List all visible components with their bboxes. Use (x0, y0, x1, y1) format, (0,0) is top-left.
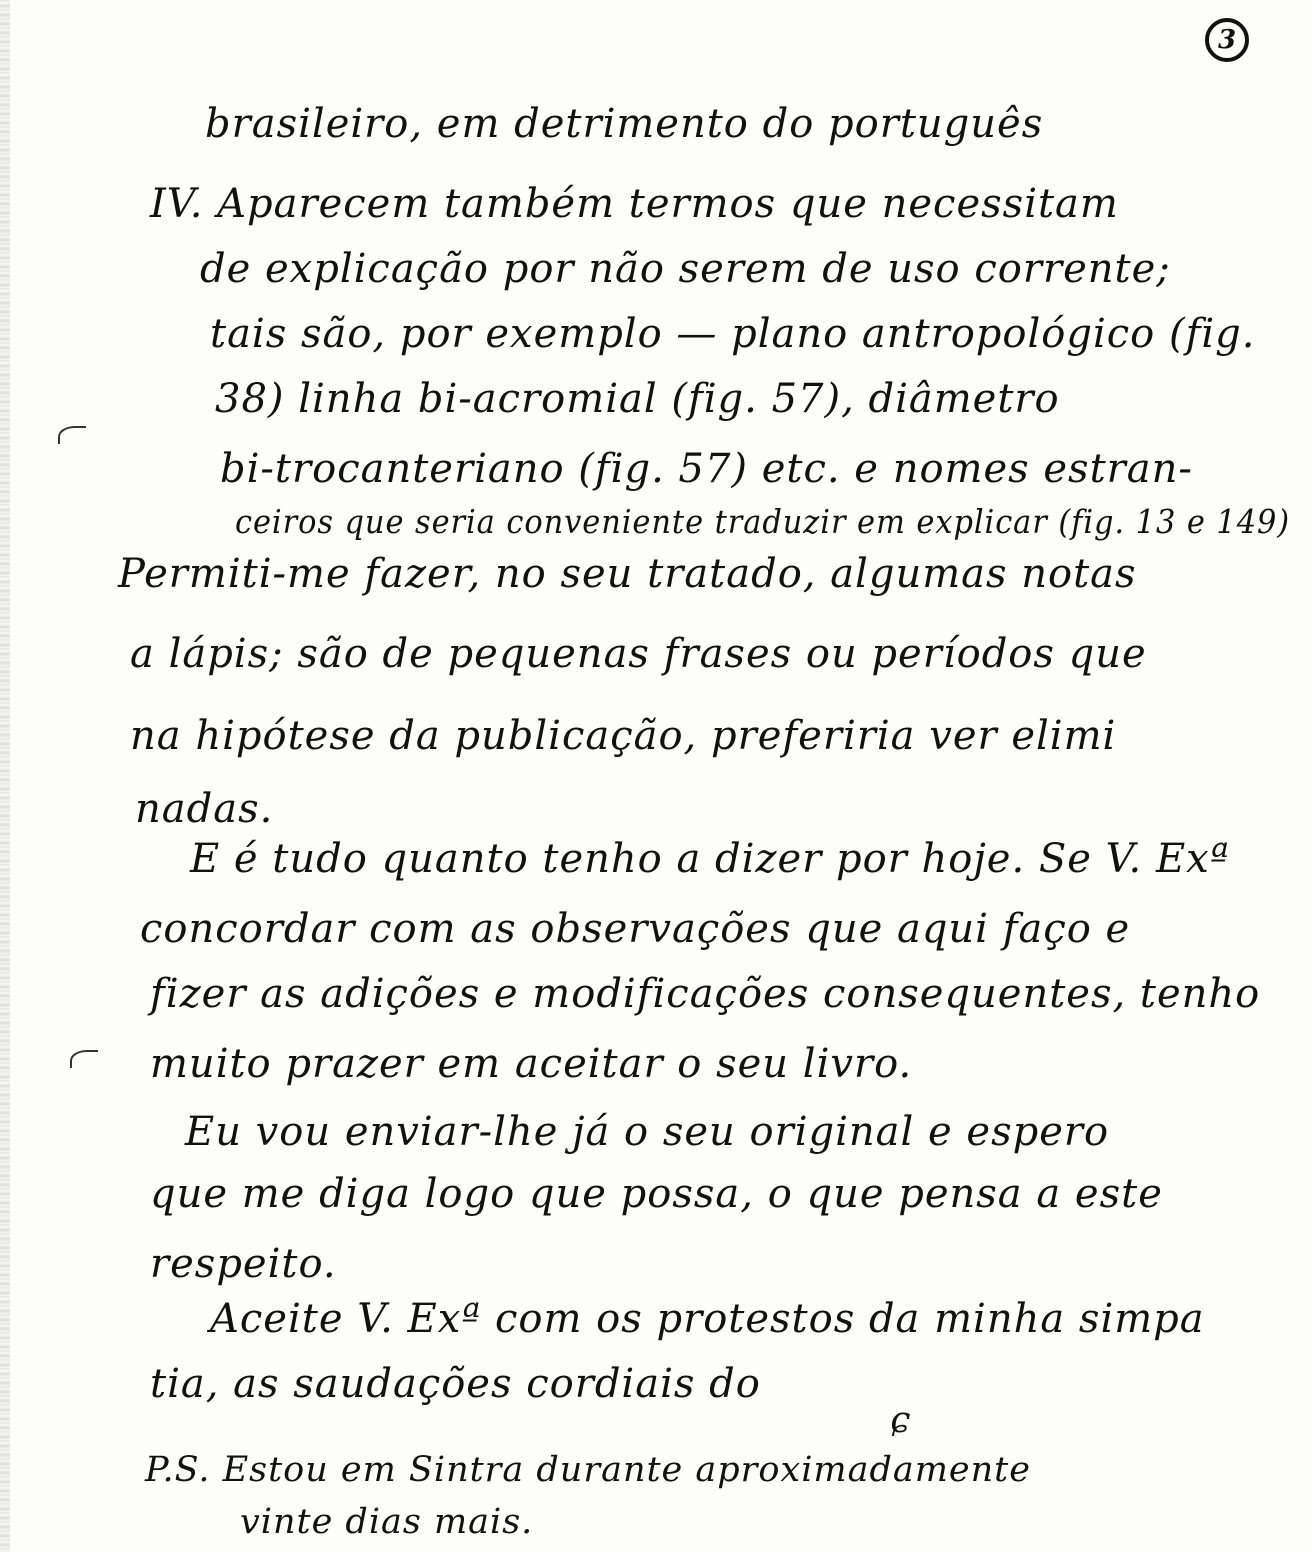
text-line: de explicação por não serem de uso corrente; (200, 246, 1171, 292)
text-line: Permiti-me fazer, no seu tratado, algumas notas (118, 551, 1137, 597)
text-line: Aceite V. Exª com os protestos da minha simpa (210, 1296, 1205, 1342)
postscript-line: vinte dias mais. (240, 1502, 534, 1542)
text-line: nadas. (135, 786, 274, 832)
text-line: fizer as adições e modificações consequentes, tenho (150, 971, 1261, 1017)
page-number: 3 (1205, 18, 1249, 62)
text-line: tais são, por exemplo — plano antropológico (fig. (210, 311, 1256, 357)
text-line: tia, as saudações cordiais do (150, 1361, 761, 1407)
text-line: que me diga logo que possa, o que pensa a este (150, 1171, 1163, 1217)
text-line: bi-trocanteriano (fig. 57) etc. e nomes estran- (220, 446, 1193, 492)
text-line: ceiros que seria conveniente traduzir em explicar (fig. 13 e 149) (235, 502, 1291, 541)
text-line: concordar com as observações que aqui faço e (140, 906, 1131, 952)
margin-mark (70, 1050, 98, 1068)
text-line: muito prazer em aceitar o seu livro. (150, 1041, 913, 1087)
signature-mark: ɕ (890, 1400, 911, 1441)
text-line: respeito. (150, 1241, 337, 1287)
scan-edge (0, 0, 10, 1552)
text-line: a lápis; são de pequenas frases ou períodos que (130, 631, 1147, 677)
text-line: na hipótese da publicação, preferiria ver elimi (130, 713, 1117, 759)
text-line: E é tudo quanto tenho a dizer por hoje. Se V. Exª (190, 836, 1230, 882)
text-line: Eu vou enviar-lhe já o seu original e espero (185, 1109, 1110, 1155)
text-line: 38) linha bi-acromial (fig. 57), diâmetro (215, 376, 1060, 422)
margin-mark (58, 426, 86, 444)
text-line: brasileiro, em detrimento do português (205, 101, 1044, 147)
text-line: IV. Aparecem também termos que necessitam (150, 181, 1119, 227)
postscript-line: P.S. Estou em Sintra durante aproximadamente (145, 1450, 1031, 1490)
